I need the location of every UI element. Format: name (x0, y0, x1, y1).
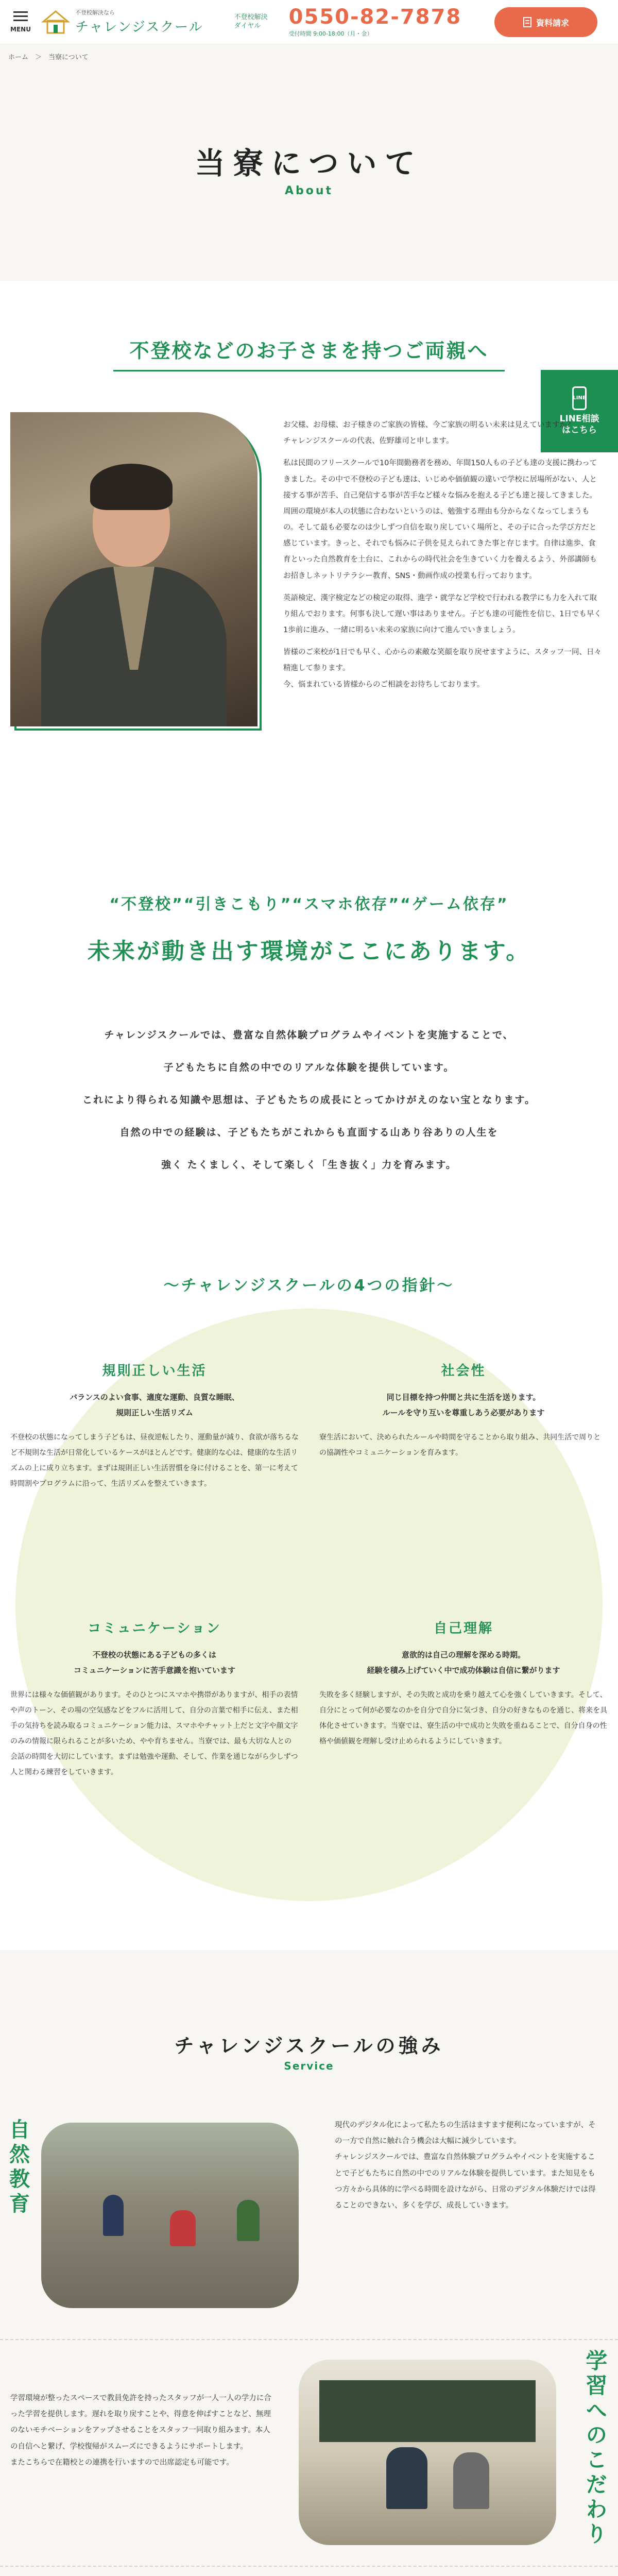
line-consult-label: LINE相談 はこちら (559, 413, 599, 435)
representative-photo (10, 412, 258, 726)
mission-line: 子どもたちに自然の中でのリアルな体験を提供しています。 (163, 1062, 455, 1073)
strength-text-nature: 現代のデジタル化によって私たちの生活はますます便利になっていますが、その一方で自然に触れ合う機会は大幅に減少しています。 チャレンジスクールでは、豊富な自然体験プログラムやイベントを実施することで子どもたちに自然の中でのリアルな体験を提供しています。また知見をもつ方々から具体的に学べる時間を設けながら、日常のデジタル体験だけでは得ることのできない、多くを学び、成長していきます。 (335, 2121, 596, 2210)
strength-label-nature: 自然教育 (9, 2118, 33, 2216)
smartphone-icon: LINE (572, 386, 587, 410)
mission-statement (0, 1030, 618, 1193)
logo-title: チャレンジスクール (75, 20, 203, 35)
guideline-summary: バランスのよい食事、適度な運動、良質な睡眠、 規則正しい生活リズム (70, 1393, 239, 1417)
guideline-summary: 不登校の状態にある子どもの多くは コミュニケーションに苦手意識を抱いています (73, 1650, 236, 1675)
guidelines-title: ～チャレンジスクールの4つの指針～ (163, 1277, 455, 1295)
guideline-heading: 自己理解 (433, 1621, 493, 1636)
strengths-subtitle: Service (284, 2060, 334, 2072)
mission-line: 自然の中での経験は、子どもたちがこれからも直面する山あり谷ありの人生を (119, 1127, 499, 1138)
message-paragraph: 私は民間のフリースクールで10年間勤務者を務め、年間150人もの子ども達の支援に携わってきました。その中で不登校の子ども達は、いじめや価値観の違いで学校に居場所がない、人と接する事が苦手、自己発信する事が苦手など様々な悩みを抱える子ども達と接してきました。周囲の環境が本人の状態に合わないというのは、勉強する理由も分からなくなってしまうもの。そして最も必要なのは少しずつ自信を取り戻していく場所と、その子に合った学び方だと感じています。きっと、それでも悩みに子供を見えられてきた事と存じます。自律は進歩、食育といった自然教育を土台に、これからの時代社会を生きていく力を養えるよう、外部講師もお招きしネットリテラシー教育、SNS・動画作成の授業も行っております。 (283, 459, 597, 580)
guideline-body: 寮生活において、決められたルールや時間を守ることから取り組み、共同生活で周りとの協調性やコミュニケーションを育みます。 (319, 1433, 601, 1458)
representative-message (283, 417, 603, 699)
guideline-body: 世界には様々な価値観があります。そのひとつにスマホや携帯がありますが、相手の表情や声のトーン、その場の空気感などをフルに活用して、自分の言葉で相手に伝え、また相手の気持ちを読み取るコミュニケーション能力は、スマホやチャット上だと文字や顔文字のみの情報に限られることが多いため、やや育ちません。当寮では、最も大切な人との会話の時間を大切にしています。まずは勉強や運動、そして、作業を通じながら少しずつ人と関わる練習をしていきます。 (10, 1691, 298, 1777)
house-logo-icon (41, 9, 70, 35)
business-hours: 受付時間 9:00-18:00（月・金） (288, 30, 373, 37)
request-brochure-button[interactable] (494, 7, 597, 37)
page-title: 当寮について (195, 146, 423, 181)
menu-button[interactable] (0, 0, 41, 44)
message-paragraph: お父様、お母様、お子様きのご家族の皆様、今ご家族の明るい未来は見えていますか？ チャレンジスクールの代表、佐野雄司と申します。 (283, 421, 575, 446)
tagline-main: 未来が動き出す環境がここにあります。 (87, 938, 531, 964)
message-paragraph: 皆様のご来校が1日でも早く、心からの素敵な笑顔を取り戻せますように、スタッフ一同、日々精進して参ります。 今、悩まれている皆様からのご相談をお待ちしております。 (283, 648, 602, 689)
guideline-body: 不登校の状態になってしまう子どもは、昼夜逆転したり、運動量が減り、食欲が落ちるなど不規則な生活が日常化しているケースがほとんどです。健康的な心は、健康的な生活リズムの上に成り立ちます。まずは規則正しい生活習慣を身に付けることを、第一に考えて時間割やプログラムに沿って、生活リズムを整えていきます。 (10, 1433, 299, 1488)
mission-line: 強く たくましく、そして楽しく「生き抜く」力を育みます。 (161, 1159, 457, 1171)
tagline-keywords: “不登校”“引きこもり”“スマホ依存”“ゲーム依存” (109, 895, 509, 913)
guideline-summary: 意欲的は自己の理解を深める時期。 経験を積み上げていく中で成功体験は自信に繋がります (367, 1650, 560, 1675)
site-logo[interactable] (41, 8, 203, 36)
mission-line: これにより得られる知識や思想は、子どもたちの成長にとってかけがえのない宝となります。 (82, 1094, 536, 1106)
hotline-badge: 不登校解決 ダイヤル (234, 13, 268, 30)
document-icon (523, 17, 532, 27)
guideline-sociality (319, 1360, 608, 1461)
guideline-communication (10, 1618, 299, 1781)
site-header (0, 0, 618, 44)
logo-subtitle: 不登校解決なら (75, 9, 115, 16)
guideline-summary: 同じ目標を持つ仲間と共に生活を送ります。 ルールを守り互いを尊重しあう必要があります (382, 1393, 545, 1417)
page-subtitle: About (284, 184, 334, 197)
strength-label-learning: 学習へのこだわり (582, 2349, 608, 2547)
guideline-regular-life (10, 1360, 299, 1492)
guideline-heading: コミュニケーション (88, 1621, 221, 1636)
guideline-heading: 社会性 (441, 1363, 486, 1379)
guideline-heading: 規則正しい生活 (102, 1363, 207, 1379)
heading-underline (113, 370, 505, 371)
strength-text-learning: 学習環境が整ったスペースで教員免許を持ったスタッフが一人一人の学力に合った学習を提供します。遅れを取り戻すことや、得意を伸ばすことなど、無理のないモチベーションをアップさせることをスタッフ一同取り組みます。本人の自信へと繋げ、学校復帰がスムーズにできるようにサポートします。 またこちらで在籍校との連携を行いますので出席認定も可能です。 (10, 2394, 271, 2467)
message-paragraph: 英語検定、漢字検定などの検定の取得、進学・就学など学校で行われる教学にも力を入れて取り組んでおります。何事も決して遅い事はありません。子ども達の可能性を信じ、1日でも早く1歩前に進み、一緒に明るい未来の家族に向けて進んでいきましょう。 (283, 594, 602, 635)
nature-photo (41, 2123, 299, 2308)
phone-number[interactable]: 0550-82-7878 (288, 5, 462, 29)
menu-label: MENU (10, 25, 31, 33)
learning-photo (299, 2360, 556, 2545)
guideline-body: 失敗を多く経験しますが、その失敗と成功を乗り越えて心を強くしていきます。そして、自分にとって何が必要なのかを自分で自分に気づき、自分の好きなものを通じ、将来を具体化させていきます。当寮では、寮生活の中で成功と失敗を重ねることで、自分自身の性格や価値観を理解し受け止められるようにしていきます。 (319, 1691, 608, 1746)
parents-heading: 不登校などのお子さまを持つご両親へ (129, 340, 489, 362)
hamburger-icon (13, 11, 28, 13)
strengths-title: チャレンジスクールの強み (174, 2035, 444, 2057)
guideline-self-understanding (319, 1618, 608, 1749)
request-brochure-label: 資料請求 (536, 18, 569, 28)
mission-line: チャレンジスクールでは、豊富な自然体験プログラムやイベントを実施することで、 (104, 1029, 514, 1041)
breadcrumb[interactable]: ホーム ＞ 当寮について (8, 54, 89, 61)
